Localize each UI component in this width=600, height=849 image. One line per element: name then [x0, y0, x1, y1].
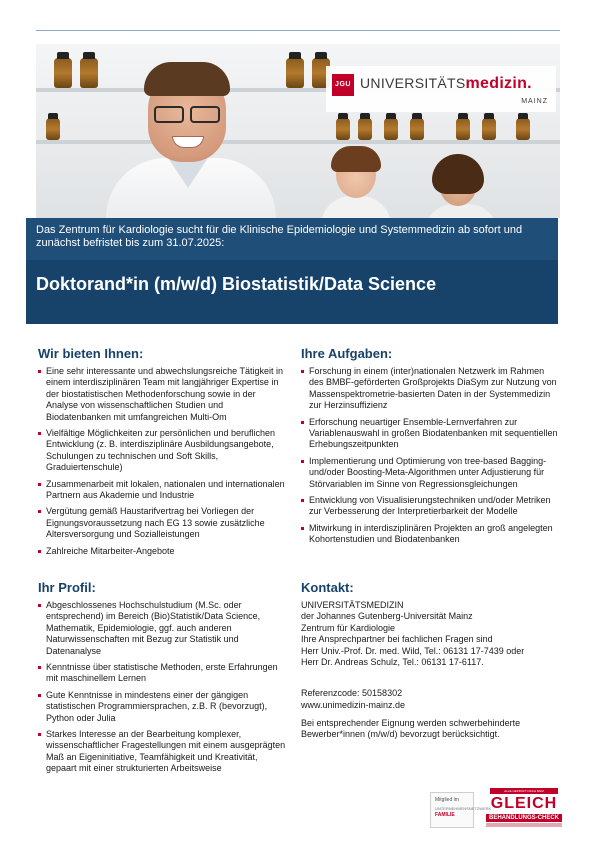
- contact-line: Zentrum für Kardiologie: [301, 622, 396, 633]
- list-item-text: Vergütung gemäß Haustarifvertrag bei Vorliegen der Eignungsvoraussetzung nach EG 13 sowie zusätzliche Altersversorgung und Sozialleistungen: [46, 506, 265, 540]
- researcher-figure: [321, 152, 391, 218]
- bullet-icon: [38, 604, 41, 607]
- family-badge-line3: FAMILIE: [435, 812, 455, 818]
- list-item-text: Implementierung und Optimierung von tree-based Bagging- und/oder Boosting-Meta-Algorithmen unter Adjustierung für Störvariablen im Sinne von Regressionsgleichungen: [309, 455, 547, 489]
- bullet-icon: [38, 733, 41, 736]
- lab-jar: [482, 118, 496, 140]
- doctor-figure: [106, 62, 276, 218]
- website-link[interactable]: www.unimedizin-mainz.de: [301, 700, 406, 710]
- reference-code: Referenzcode: 50158302: [301, 688, 403, 698]
- logo-city: MAINZ: [521, 98, 548, 105]
- list-item-text: Zahlreiche Mitarbeiter-Angebote: [46, 545, 175, 556]
- bullet-icon: [301, 460, 304, 463]
- list-item: [301, 495, 559, 518]
- lab-jar: [54, 58, 72, 88]
- lab-jar: [80, 58, 98, 88]
- bullet-icon: [38, 432, 41, 435]
- family-badge-line2: UNTERNEHMENSNETZWERK: [435, 806, 492, 811]
- profile-list: [38, 600, 288, 780]
- list-item-text: Zusammenarbeit mit lokalen, nationalen und internationalen Partnern aus Akademie und Industrie: [46, 478, 285, 501]
- bullet-icon: [38, 694, 41, 697]
- intro-text: Das Zentrum für Kardiologie sucht für die Klinische Epidemiologie und Systemmedizin ab sofort und zunächst befristet bis zum 31.07.2025:: [36, 224, 523, 249]
- bullet-icon: [38, 550, 41, 553]
- contact-heading: Kontakt:: [301, 580, 354, 595]
- offer-list: [38, 366, 288, 562]
- contact-line: Herr Univ.-Prof. Dr. med. Wild, Tel.: 06131 17-7439 oder: [301, 645, 525, 656]
- gleich-behandlungs-badge: [484, 788, 564, 828]
- list-item-text: Forschung in einem (inter)nationalen Netzwerk im Rahmen des BMBF-geförderten Großprojekts DiaSym zur Nutzung von Massenspektrometrie-basierten Daten in der Systemmedizin zur Herzinsuffizienz: [309, 366, 557, 411]
- list-item-text: Starkes Interesse an der Bearbeitung komplexer, wissenschaftlicher Fragestellungen mit einem ausgeprägten Maß an Eigeninitiative, Teamfähigkeit und Kreativität, gepaart mit einer strukturierten Arbeitsweise: [46, 729, 286, 774]
- jgu-logo-mark: JGU: [332, 74, 354, 96]
- list-item-text: Vielfältige Möglichkeiten zur persönlichen und beruflichen Entwicklung (z. B. interdisziplinäre Ausbildungsangebote, Schulungen zu technischen und Soft Skills, Graduiertenschule): [46, 428, 275, 473]
- bullet-icon: [38, 666, 41, 669]
- list-item: [301, 523, 559, 546]
- list-item-text: Erforschung neuartiger Ensemble-Lernverfahren zur Variablenauswahl in großen Biodatenbanken mit sequentiellen Erhebungszeitpunkten: [309, 416, 558, 450]
- list-item: [38, 662, 288, 685]
- list-item: [38, 506, 288, 540]
- logo-wordmark-bold: medizin.: [465, 75, 532, 92]
- list-item: [38, 729, 288, 775]
- bullet-icon: [38, 483, 41, 486]
- hero-photo: [36, 44, 560, 218]
- job-title: Doktorand*in (m/w/d) Biostatistik/Data Science: [36, 274, 437, 294]
- tasks-heading: Ihre Aufgaben:: [301, 346, 393, 361]
- list-item-text: Mitwirkung in interdisziplinären Projekten an groß angelegten Kohortenstudien und Biodatenbanken: [309, 522, 553, 545]
- contact-line: Ihre Ansprechpartner bei fachlichen Fragen sind: [301, 634, 493, 645]
- hair: [144, 62, 230, 96]
- lab-jar: [410, 118, 424, 140]
- disability-note: Bei entsprechender Eignung werden schwerbehinderte Bewerber*innen (m/w/d) bevorzugt berücksichtigt.: [301, 718, 521, 740]
- list-item: [301, 417, 559, 451]
- list-item: [301, 366, 559, 412]
- list-item: [38, 690, 288, 724]
- gleich-badge-foot: [486, 823, 562, 827]
- list-item: [38, 479, 288, 502]
- bullet-icon: [301, 527, 304, 530]
- top-rule: [36, 30, 560, 31]
- gleich-badge-top: ALLE GEPRÜFT NACH BGM: [490, 788, 558, 794]
- list-item-text: Entwicklung von Visualisierungstechniken und/oder Metriken zur Verbesserung der Interpretierbarkeit der Modelle: [309, 495, 551, 517]
- glasses: [154, 106, 220, 120]
- family-network-badge: [430, 792, 492, 828]
- lab-jar: [286, 58, 304, 88]
- lab-jar: [46, 118, 60, 140]
- family-badge-line1: Mitglied im: [435, 797, 459, 803]
- researcher-figure: [424, 162, 494, 218]
- list-item: [38, 366, 288, 423]
- bullet-icon: [301, 421, 304, 424]
- list-item-text: Gute Kenntnisse in mindestens einer der gängigen statistischen Programmiersprachen, z.B. R (bevorzugt), Python oder Julia: [46, 689, 268, 723]
- list-item-text: Eine sehr interessante und abwechslungsreiche Tätigkeit in einem interdisziplinären Team mit langjähriger Expertise in der biostatistischen Methodenforschung sowie in der Analyse von wissenschaftlichen Studien und Biodatenbanken mit umfangreichen Multi-Om: [46, 366, 283, 422]
- lab-jar: [336, 118, 350, 140]
- contact-line: Herr Dr. Andreas Schulz, Tel.: 06131 17-6117.: [301, 657, 484, 668]
- gleich-badge-sub: BEHANDLUNGS-CHECK: [486, 814, 562, 822]
- logo-wordmark: [360, 75, 532, 93]
- bullet-icon: [38, 370, 41, 373]
- bullet-icon: [301, 370, 304, 373]
- logo-wordmark-light: UNIVERSITÄTS: [360, 75, 466, 91]
- list-item: [38, 600, 288, 657]
- lab-jar: [384, 118, 398, 140]
- list-item-text: Kenntnisse über statistische Methoden, erste Erfahrungen mit maschinellem Lernen: [46, 662, 278, 684]
- gleich-badge-main: GLEICH: [490, 795, 558, 812]
- university-logo: [326, 66, 556, 112]
- contact-line: der Johannes Gutenberg-Universität Mainz: [301, 611, 473, 622]
- list-item: [38, 546, 288, 557]
- list-item-text: Abgeschlossenes Hochschulstudium (M.Sc. oder entsprechend) im Bereich (Bio)Statistik/Data Science, Mathematik, Epidemiologie, ggf. auch anderen Naturwissenschaften mit Bezug zur Statistik und Datenanalyse: [46, 600, 261, 656]
- bullet-icon: [301, 499, 304, 502]
- lab-jar: [456, 118, 470, 140]
- tasks-list: [301, 366, 559, 551]
- contact-address: [301, 600, 559, 668]
- list-item: [301, 456, 559, 490]
- offer-heading: Wir bieten Ihnen:: [38, 346, 144, 361]
- bullet-icon: [38, 510, 41, 513]
- contact-line: UNIVERSITÄTSMEDIZIN: [301, 600, 404, 610]
- profile-heading: Ihr Profil:: [38, 580, 96, 595]
- list-item: [38, 428, 288, 474]
- lab-jar: [358, 118, 372, 140]
- lab-jar: [516, 118, 530, 140]
